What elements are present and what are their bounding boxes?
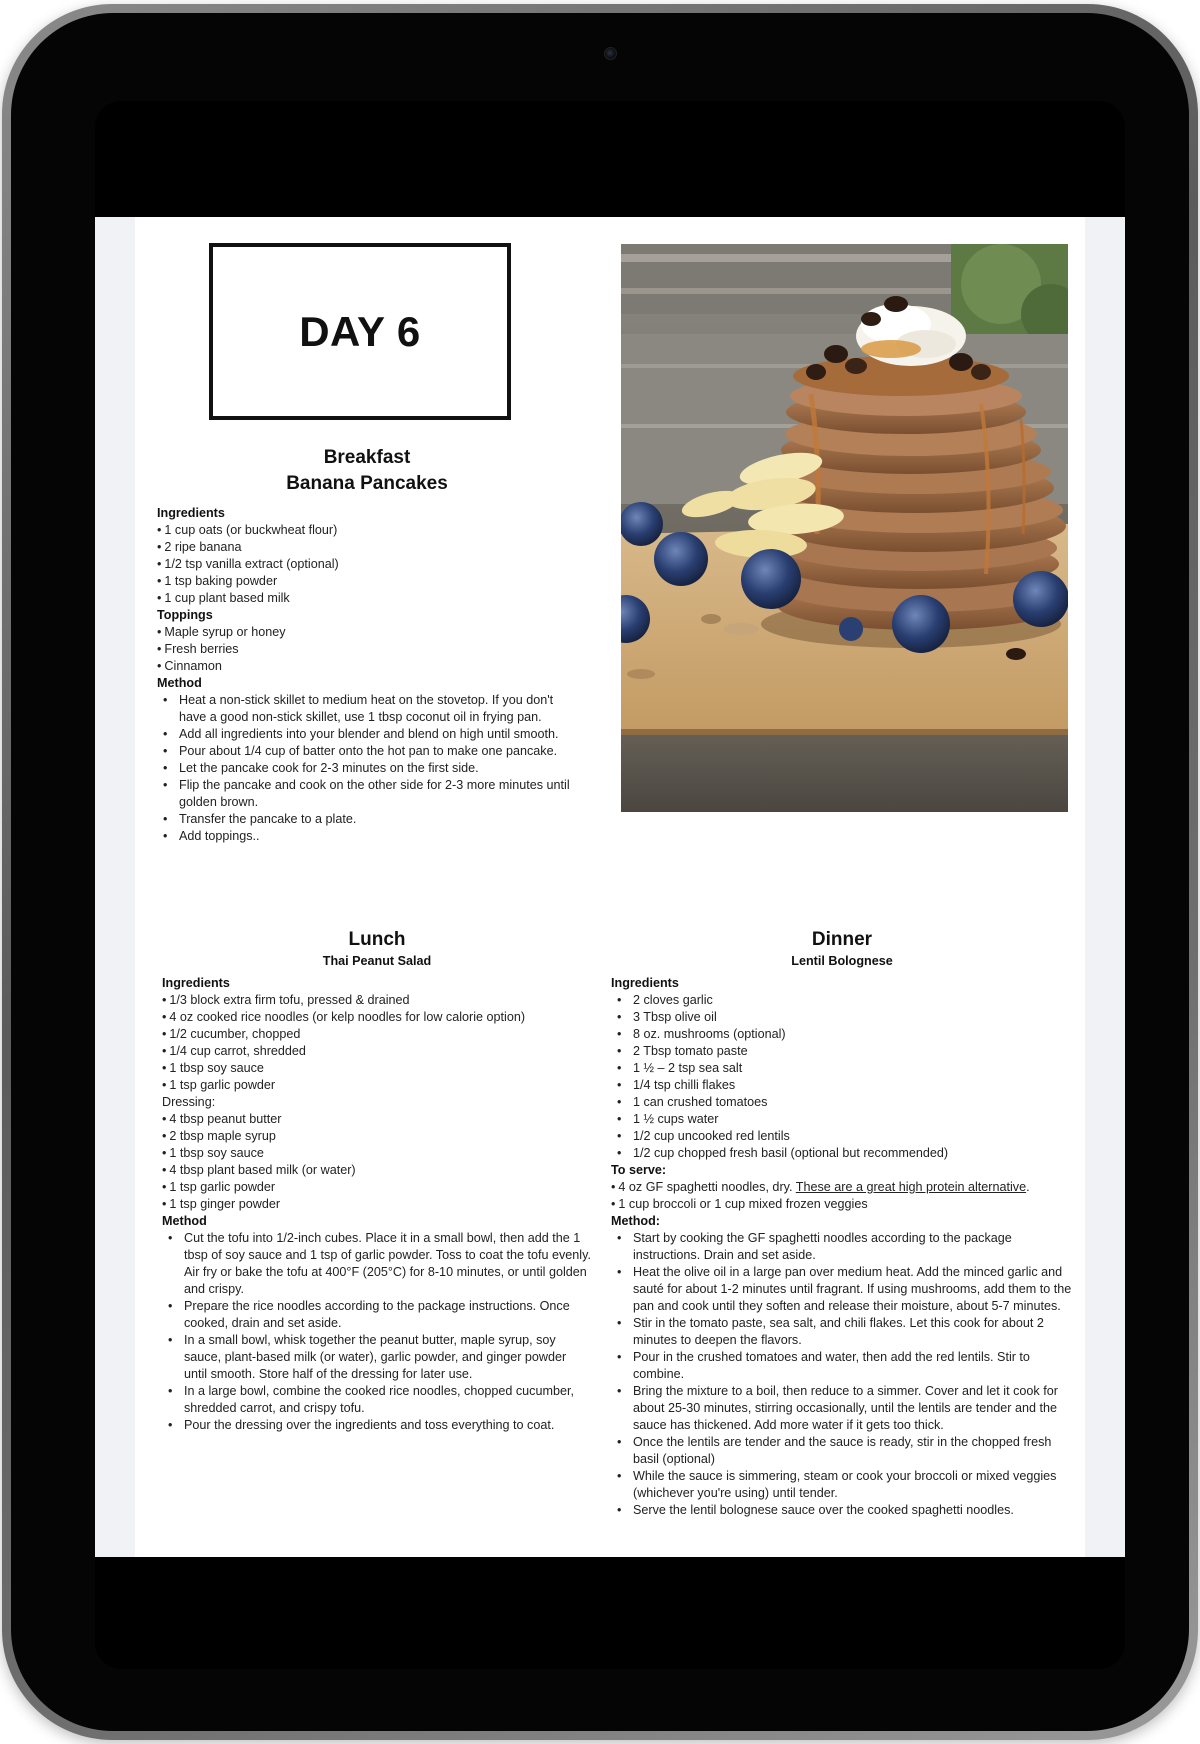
list-item: • 1 tbsp soy sauce [162, 1145, 592, 1162]
list-item: • 1/2 cup uncooked red lentils [633, 1128, 1073, 1145]
list-item: • 2 tbsp maple syrup [162, 1128, 592, 1145]
list-item: • Pour the dressing over the ingredients and toss everything to coat. [184, 1417, 592, 1434]
lunch-section [162, 927, 592, 1434]
list-item: • Transfer the pancake to a plate. [179, 811, 577, 828]
lunch-method-label: Method [162, 1214, 207, 1228]
lunch-method-list [162, 1230, 592, 1434]
breakfast-method-list [157, 692, 577, 845]
document-viewer[interactable] [95, 217, 1125, 1557]
list-item: • 4 tbsp plant based milk (or water) [162, 1162, 592, 1179]
list-item [611, 1179, 1073, 1196]
lunch-dish-title: Thai Peanut Salad [322, 954, 432, 968]
list-item: • 1/2 tsp vanilla extract (optional) [157, 556, 577, 573]
lunch-dressing-list [162, 1111, 592, 1213]
lunch-ingredients-list [162, 992, 592, 1094]
list-item: • Heat the olive oil in a large pan over medium heat. Add the minced garlic and sauté for about 1-2 minutes until fragrant. If using mushrooms, add them to the pan and cook until they soften and release their moisture, about 5-7 minutes. [633, 1264, 1073, 1315]
list-item: • Add toppings.. [179, 828, 577, 845]
list-item: • While the sauce is simmering, steam or cook your broccoli or mixed veggies (whichever you're using) until tender. [633, 1468, 1073, 1502]
list-item: • Cinnamon [157, 658, 577, 675]
list-item: • 1 cup plant based milk [157, 590, 577, 607]
list-item: • 1 tsp ginger powder [162, 1196, 592, 1213]
breakfast-ingredients-list [157, 522, 577, 607]
list-item: • Let the pancake cook for 2-3 minutes on the first side. [179, 760, 577, 777]
breakfast-dish-title: Banana Pancakes [286, 473, 448, 494]
list-item: • 1 cup broccoli or 1 cup mixed frozen veggies [611, 1196, 1073, 1213]
list-item: • 1 ½ – 2 tsp sea salt [633, 1060, 1073, 1077]
list-item: • 1/2 cucumber, chopped [162, 1026, 592, 1043]
breakfast-section [157, 445, 577, 845]
list-item: • Bring the mixture to a boil, then reduce to a simmer. Cover and let it cook for about 25-30 minutes, stirring occasionally, until the lentils are tender and the sauce has thickened. Add more water if it gets too thick. [633, 1383, 1073, 1434]
list-item: • 1/4 cup carrot, shredded [162, 1043, 592, 1060]
serve-text: 4 oz GF spaghetti noodles, dry. [618, 1180, 796, 1194]
tablet-frame [2, 4, 1198, 1740]
day-title: DAY 6 [299, 307, 421, 355]
list-item: • Pour about 1/4 cup of batter onto the hot pan to make one pancake. [179, 743, 577, 760]
breakfast-method-label: Method [157, 676, 202, 690]
list-item: • Serve the lentil bolognese sauce over the cooked spaghetti noodles. [633, 1502, 1073, 1519]
list-item: • In a small bowl, whisk together the peanut butter, maple syrup, soy sauce, plant-based milk (or water), garlic powder, and ginger powder until smooth. Store half of the dressing for later use. [184, 1332, 592, 1383]
list-item: • Maple syrup or honey [157, 624, 577, 641]
list-item: • 1 tsp garlic powder [162, 1077, 592, 1094]
pancake-photo [621, 244, 1068, 812]
tablet-bezel [11, 13, 1189, 1731]
list-item: • 8 oz. mushrooms (optional) [633, 1026, 1073, 1043]
list-item: • 1/4 tsp chilli flakes [633, 1077, 1073, 1094]
list-item: • 2 cloves garlic [633, 992, 1073, 1009]
page-gutter-right [1085, 217, 1125, 1557]
dinner-method-list [611, 1230, 1073, 1519]
dinner-method-label: Method: [611, 1214, 660, 1228]
dinner-serve-label: To serve: [611, 1163, 667, 1177]
list-item: • 1 cup oats (or buckwheat flour) [157, 522, 577, 539]
page-gutter-left [95, 217, 135, 1557]
dinner-section [611, 927, 1073, 1519]
list-item: • 4 oz cooked rice noodles (or kelp noodles for low calorie option) [162, 1009, 592, 1026]
list-item: • Add all ingredients into your blender and blend on high until smooth. [179, 726, 577, 743]
list-item: • 1 can crushed tomatoes [633, 1094, 1073, 1111]
dinner-heading: Dinner [811, 929, 873, 950]
breakfast-toppings-label: Toppings [157, 608, 213, 622]
protein-alternative-link[interactable]: These are a great high protein alternative [795, 1180, 1027, 1194]
dinner-serve-list [611, 1179, 1073, 1213]
recipe-page [135, 217, 1085, 1557]
list-item: • 2 ripe banana [157, 539, 577, 556]
lunch-ingredients-label: Ingredients [162, 976, 230, 990]
breakfast-ingredients-label: Ingredients [157, 506, 225, 520]
list-item: • Heat a non-stick skillet to medium heat on the stovetop. If you don't have a good non-stick skillet, use 1 tbsp coconut oil in frying pan. [179, 692, 577, 726]
list-item: • Once the lentils are tender and the sauce is ready, stir in the chopped fresh basil (optional) [633, 1434, 1073, 1468]
list-item: • 1 tbsp soy sauce [162, 1060, 592, 1077]
dinner-ingredients-list [611, 992, 1073, 1162]
breakfast-toppings-list [157, 624, 577, 675]
list-item: • 4 tbsp peanut butter [162, 1111, 592, 1128]
list-item: • 1/2 cup chopped fresh basil (optional but recommended) [633, 1145, 1073, 1162]
list-item: • Prepare the rice noodles according to the package instructions. Once cooked, drain and set aside. [184, 1298, 592, 1332]
list-item: • 1 tsp baking powder [157, 573, 577, 590]
lunch-dressing-label: Dressing: [162, 1095, 216, 1109]
list-item: • 1 tsp garlic powder [162, 1179, 592, 1196]
list-item: • 3 Tbsp olive oil [633, 1009, 1073, 1026]
list-item: • 2 Tbsp tomato paste [633, 1043, 1073, 1060]
tablet-screen [95, 101, 1125, 1669]
list-item: • Cut the tofu into 1/2-inch cubes. Place it in a small bowl, then add the 1 tbsp of soy sauce and 1 tsp of garlic powder. Toss to coat the tofu evenly. Air fry or bake the tofu at 400°F (205°C) for 8-10 minutes, or until golden and crispy. [184, 1230, 592, 1298]
breakfast-heading: Breakfast [323, 447, 411, 468]
list-item: • Start by cooking the GF spaghetti noodles according to the package instructions. Drain and set aside. [633, 1230, 1073, 1264]
lunch-heading: Lunch [348, 929, 406, 950]
list-item: • Flip the pancake and cook on the other side for 2-3 more minutes until golden brown. [179, 777, 577, 811]
serve-text-end: . [1026, 1180, 1030, 1194]
list-item: • In a large bowl, combine the cooked rice noodles, chopped cucumber, shredded carrot, and crispy tofu. [184, 1383, 592, 1417]
list-item: • Pour in the crushed tomatoes and water, then add the red lentils. Stir to combine. [633, 1349, 1073, 1383]
day-title-box [209, 243, 511, 420]
dinner-ingredients-label: Ingredients [611, 976, 679, 990]
camera-icon [604, 47, 617, 60]
list-item: • 1 ½ cups water [633, 1111, 1073, 1128]
list-item: • Stir in the tomato paste, sea salt, and chili flakes. Let this cook for about 2 minutes to deepen the flavors. [633, 1315, 1073, 1349]
list-item: • Fresh berries [157, 641, 577, 658]
list-item: • 1/3 block extra firm tofu, pressed & drained [162, 992, 592, 1009]
dinner-dish-title: Lentil Bolognese [791, 954, 893, 968]
